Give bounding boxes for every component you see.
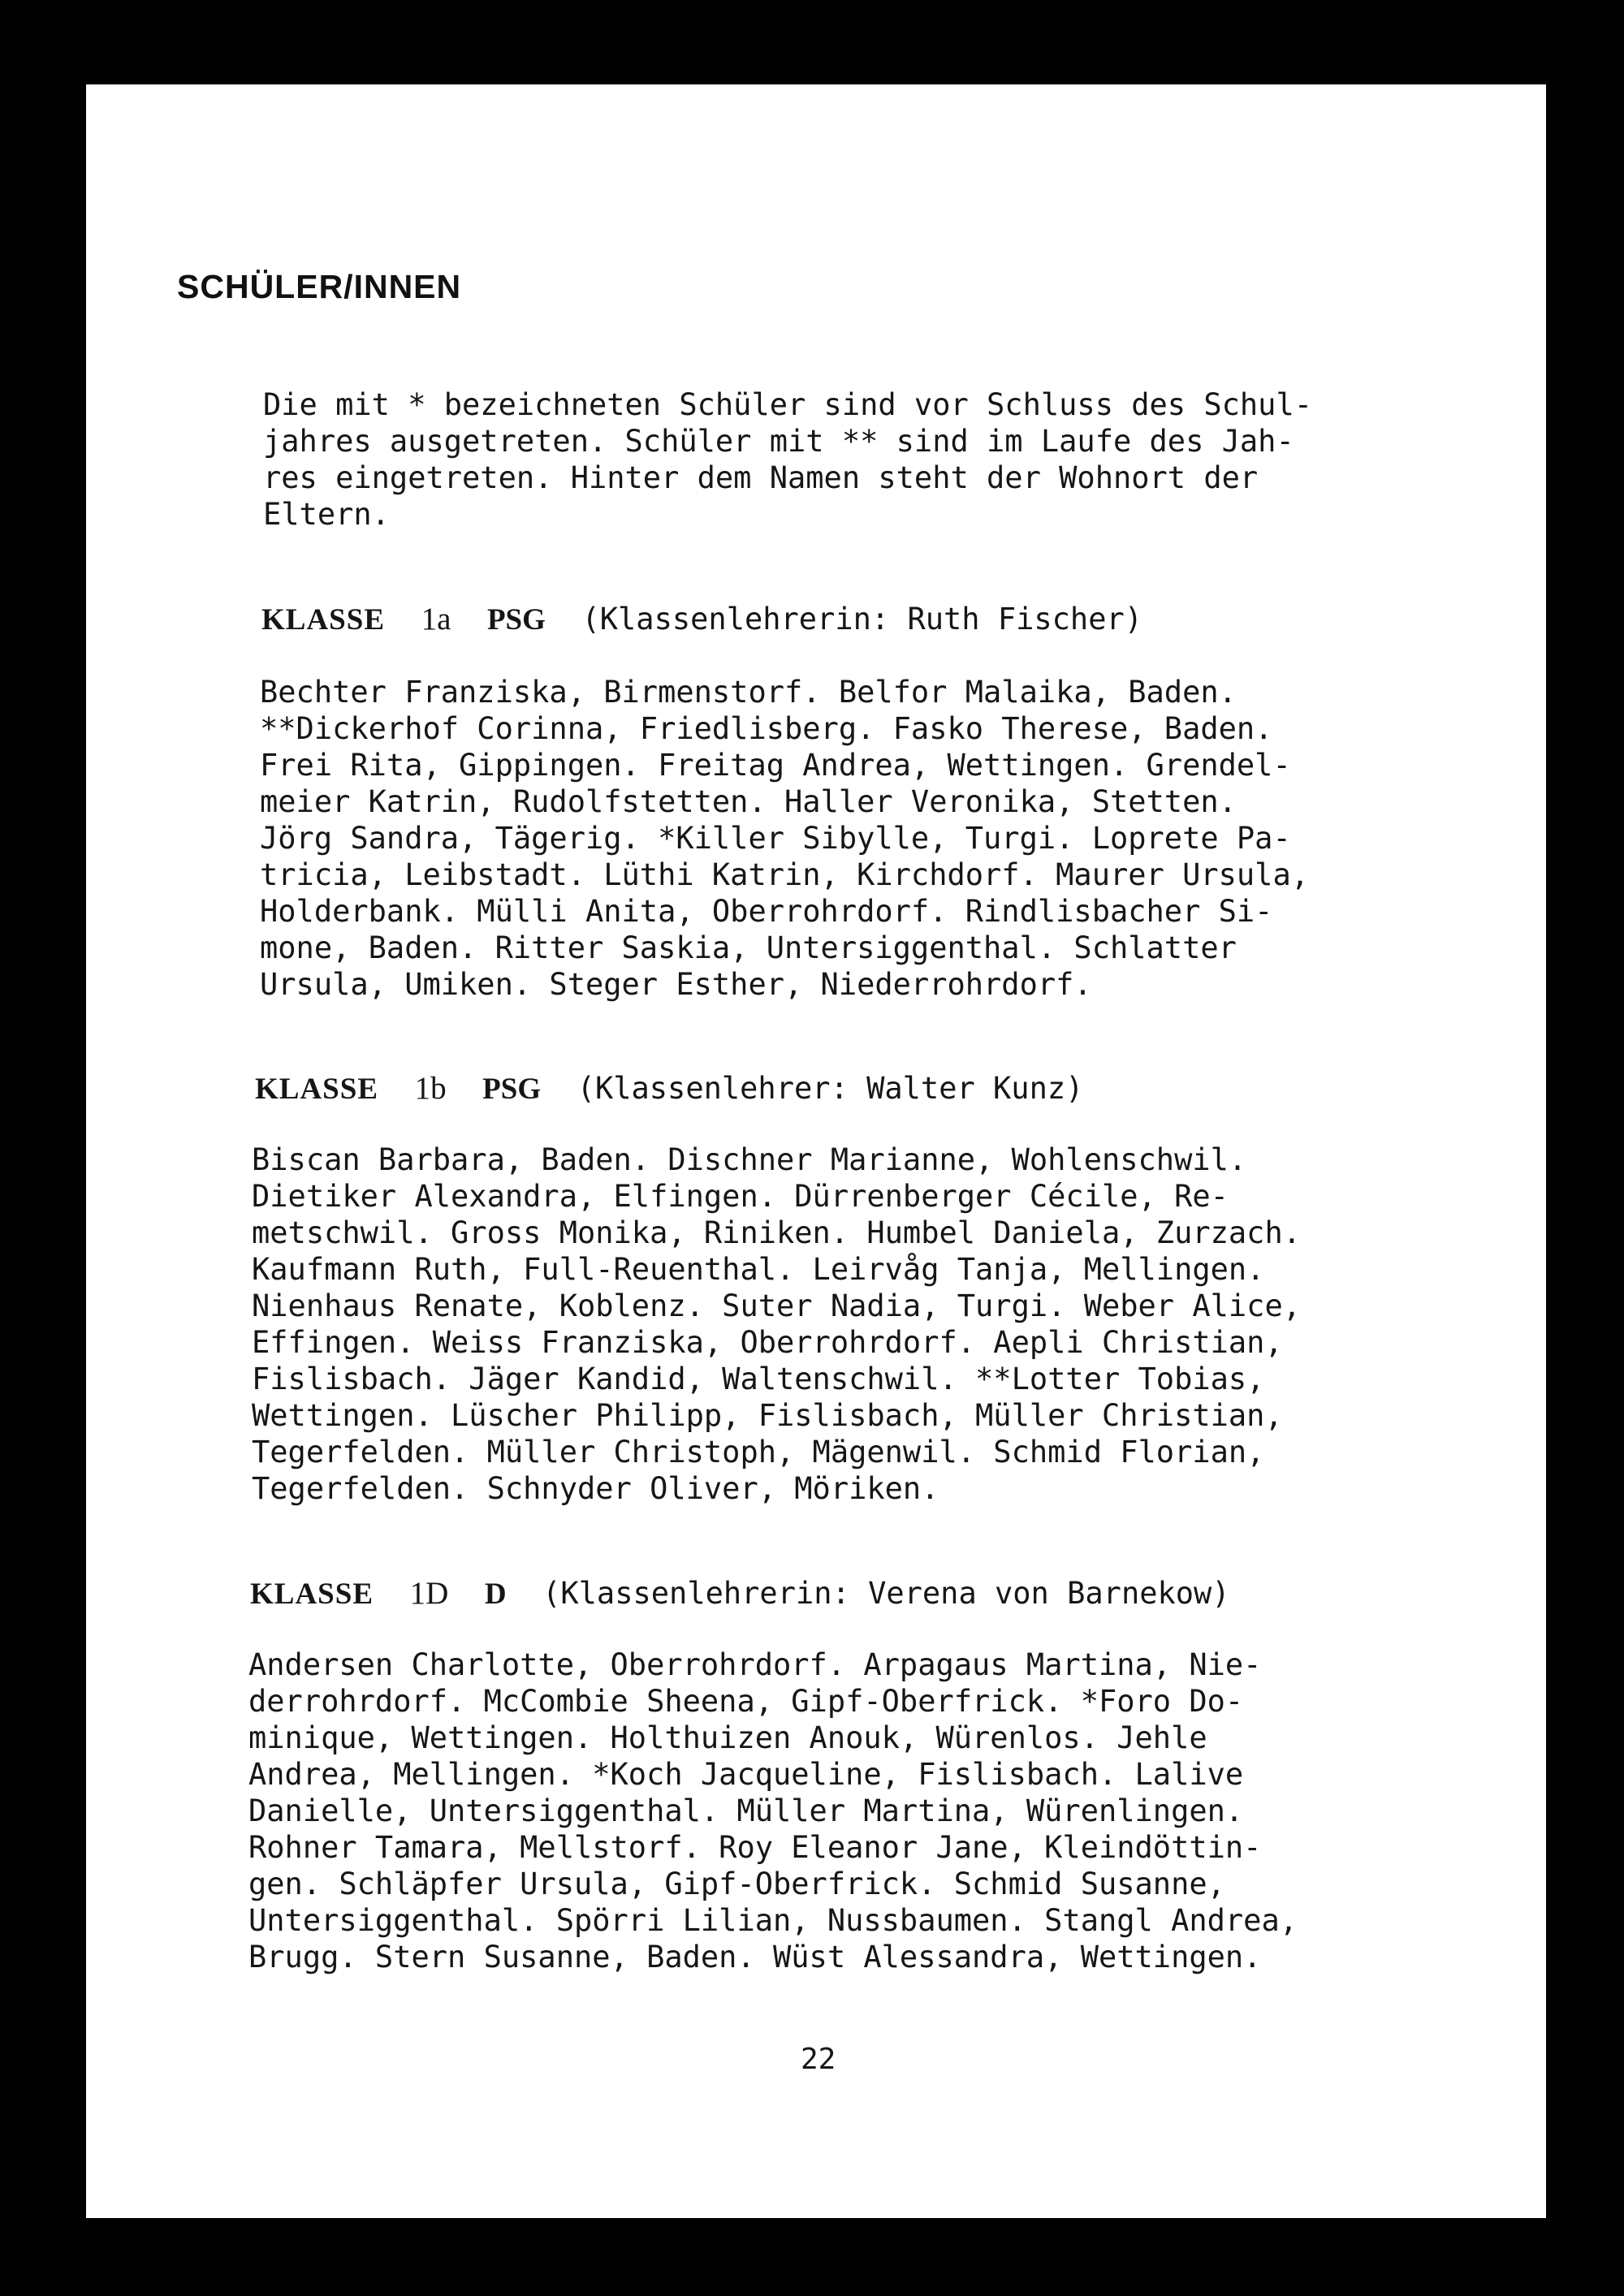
- teacher-label: (Klassenlehrerin: Ruth Fischer): [581, 602, 1143, 637]
- student-list-1a: Bechter Franziska, Birmenstorf. Belfor Malaika, Baden. **Dickerhof Corinna, Friedlisberg. Fasko Therese, Baden. Frei Rita, Gippingen. Freitag Andrea, Wettingen. Grendel- meier Katrin, Rudolfstetten. Haller Veronika, Stetten. Jörg Sandra, Tägerig. *Killer Sibylle, Turgi. Loprete Pa- tricia, Leibstadt. Lüthi Katrin, Kirchdorf. Maurer Ursula, Holderbank. Mülli Anita, Oberrohrdorf. Rindlisbacher Si- mone, Baden. Ritter Saskia, Untersiggenthal. Schlatter Ursula, Umiken. Steger Esther, Niederrohrdorf.: [260, 675, 1310, 1002]
- intro-paragraph: Die mit * bezeichneten Schüler sind vor Schluss des Schul- jahres ausgetreten. Schüler mit ** sind im Laufe des Jah- res eingetreten. Hinter dem Namen steht der Wohnort der Eltern.: [263, 387, 1313, 532]
- class-heading-1a: [261, 601, 1142, 637]
- class-heading-1b: [255, 1070, 1083, 1107]
- student-list-1b: Biscan Barbara, Baden. Dischner Marianne, Wohlenschwil. Dietiker Alexandra, Elfingen. Dürrenberger Cécile, Re- metschwil. Gross Monika, Riniken. Humbel Daniela, Zurzach. Kaufmann Ruth, Full-Reuenthal. Leirvåg Tanja, Mellingen. Nienhaus Renate, Koblenz. Suter Nadia, Turgi. Weber Alice, Effingen. Weiss Franziska, Oberrohrdorf. Aepli Christian, Fislisbach. Jäger Kandid, Waltenschwil. **Lotter Tobias, Wettingen. Lüscher Philipp, Fislisbach, Müller Christian, Tegerfelden. Müller Christoph, Mägenwil. Schmid Florian, Tegerfelden. Schnyder Oliver, Möriken.: [252, 1142, 1302, 1506]
- stream-label: D: [484, 1577, 507, 1611]
- teacher-label: (Klassenlehrer: Walter Kunz): [577, 1071, 1084, 1106]
- class-code: 1D: [409, 1576, 449, 1611]
- class-heading-1D: [250, 1575, 1230, 1612]
- klasse-label: KLASSE: [255, 1072, 379, 1106]
- page-number: 22: [801, 2043, 836, 2076]
- class-code: 1b: [414, 1071, 447, 1106]
- klasse-label: KLASSE: [261, 603, 386, 637]
- stream-label: PSG: [482, 1072, 542, 1106]
- klasse-label: KLASSE: [250, 1577, 374, 1611]
- teacher-label: (Klassenlehrerin: Verena von Barnekow): [542, 1576, 1230, 1611]
- stream-label: PSG: [486, 603, 546, 637]
- page-title: SCHÜLER/INNEN: [177, 268, 462, 305]
- student-list-1D: Andersen Charlotte, Oberrohrdorf. Arpagaus Martina, Nie- derrohrdorf. McCombie Sheena, Gipf-Oberfrick. *Foro Do- minique, Wettingen. Holthuizen Anouk, Würenlos. Jehle Andrea, Mellingen. *Koch Jacqueline, Fislisbach. Lalive Danielle, Untersiggenthal. Müller Martina, Würenlingen. Rohner Tamara, Mellstorf. Roy Eleanor Jane, Kleindöttin- gen. Schläpfer Ursula, Gipf-Oberfrick. Schmid Susanne, Untersiggenthal. Spörri Lilian, Nussbaumen. Stangl Andrea, Brugg. Stern Susanne, Baden. Wüst Alessandra, Wettingen.: [248, 1647, 1298, 1974]
- class-code: 1a: [421, 602, 451, 637]
